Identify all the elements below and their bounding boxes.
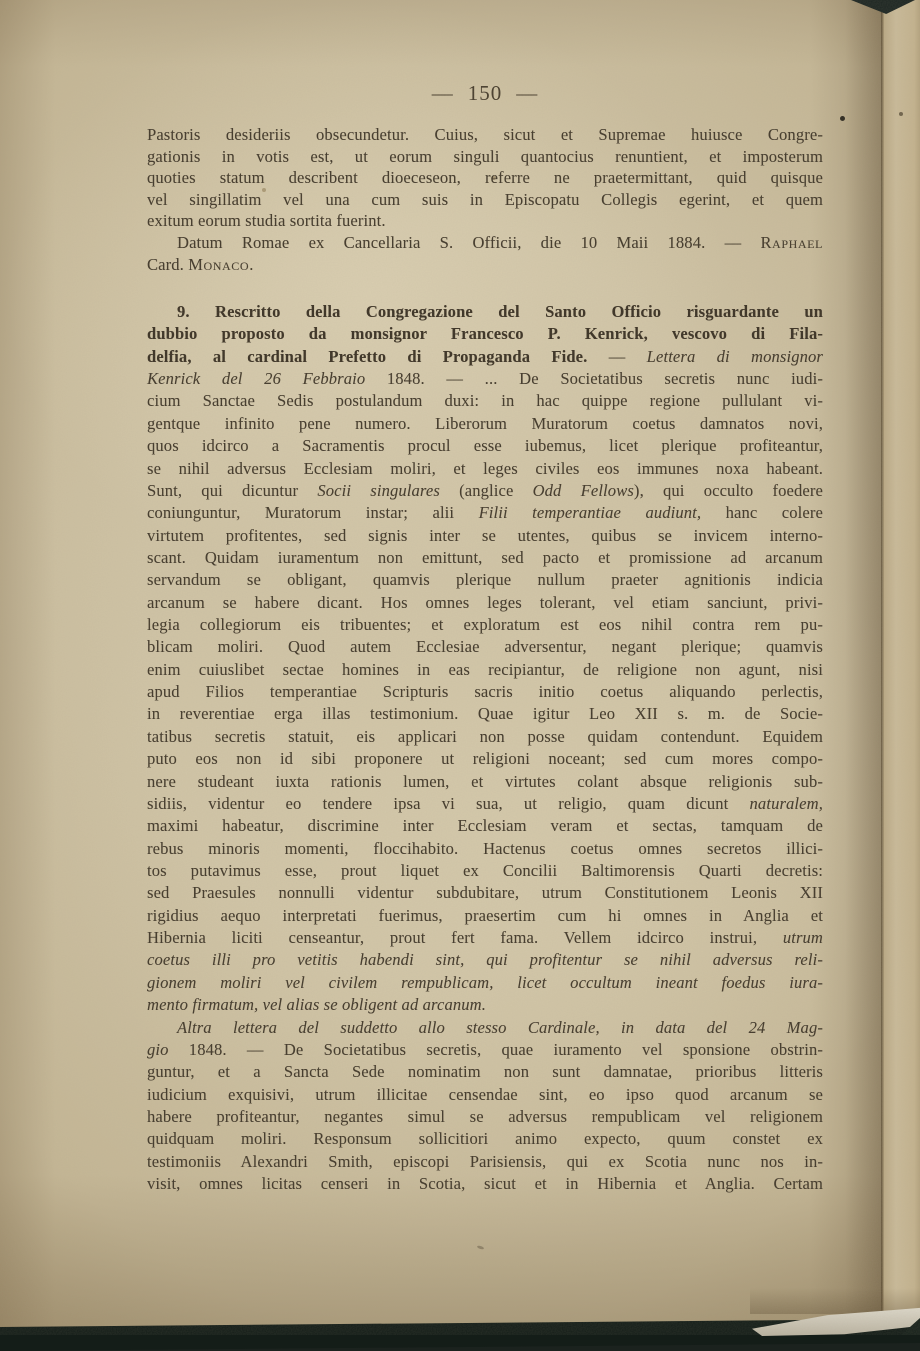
text-line xyxy=(147,1173,823,1195)
text-segment: Sunt, qui dicuntur xyxy=(147,480,318,500)
text-segment: nere studeant iuxta rationis lumen, et virtutes colant absque religionis sub- xyxy=(147,771,823,791)
text-segment: utrum xyxy=(782,928,823,948)
text-segment: rigidius aequo interpretati fuerimus, praesertim cum hi omnes in Anglia et xyxy=(147,905,823,925)
text-segment: testimoniis Alexandri Smith, episcopi Parisiensis, qui ex Scotia nunc nos in- xyxy=(147,1151,823,1171)
text-segment: cium Sanctae Sedis postulandum duxi: in hac quippe regione pullulant vi- xyxy=(147,391,823,411)
text-segment: 9. Rescritto della Congregazione del Santo Officio risguardante un xyxy=(177,302,823,321)
text-segment: virtutem profitentes, sed signis inter se utentes, quibus se invicem interno- xyxy=(147,525,823,545)
text-line xyxy=(147,480,823,502)
text-line xyxy=(147,905,823,927)
text-segment: gationis in votis est, ut eorum singuli quantocius renuntient, et imposterum xyxy=(147,146,823,166)
text-segment: . xyxy=(249,254,254,274)
text-segment: naturalem, xyxy=(749,793,823,813)
page-number: 150 xyxy=(467,81,503,105)
text-segment: in reverentiae erga illas testimonium. Quae igitur Leo XII s. m. de Socie- xyxy=(147,704,823,724)
header-dash-left: — xyxy=(431,81,454,105)
text-segment: puto eos non id sibi proponere ut religioni noceant; sed cum mores compo- xyxy=(147,749,823,769)
text-line xyxy=(147,927,823,949)
text-line xyxy=(147,435,823,457)
text-segment: sed Praesules nonnulli videntur subdubitare, utrum Constitutionem Leonis XII xyxy=(147,883,823,903)
text-segment: coetus illi pro vetitis habendi sint, qui profitentur se nihil adversus reli- xyxy=(147,950,823,970)
text-line xyxy=(147,614,823,636)
text-segment: se nihil adversus Ecclesiam moliri, et leges civiles eos immunes noxa habeant. xyxy=(147,458,823,478)
text-line xyxy=(147,592,823,614)
text-segment: mento firmatum, vel alias se obligent ad arcanum. xyxy=(147,995,486,1015)
text-segment: Monaco xyxy=(188,254,250,274)
text-segment: gionem moliri vel civilem rempublicam, licet occultum ineant foedus iura- xyxy=(147,972,823,992)
text-segment: Kenrick del 26 Febbraio xyxy=(147,369,387,389)
text-segment: dubbio proposto da monsignor Francesco P. Kenrick, vescovo di Fila- xyxy=(147,324,823,344)
text-line xyxy=(147,860,823,882)
text-segment: tatibus secretis statuit, eis applicari non posse quidam contendunt. Equidem xyxy=(147,726,823,746)
page-fold-crease xyxy=(881,0,884,1322)
text-line xyxy=(147,413,823,435)
text-line xyxy=(147,346,823,368)
text-line xyxy=(147,210,823,232)
text-segment: maximi habeatur, discrimine inter Ecclesiam veram et sectas, tamquam de xyxy=(147,816,823,836)
text-segment: quidquam moliri. Responsum sollicitiori animo expecto, quum constet ex xyxy=(147,1129,823,1149)
text-segment: quos idcirco a Sacramentis procul esse iubemus, licet plerique profiteantur, xyxy=(147,436,823,456)
text-line xyxy=(147,458,823,480)
text-segment: Odd Fellows xyxy=(532,480,634,500)
text-segment: Raphael xyxy=(760,232,823,252)
text-segment: quoties statum describent dioeceseon, referre ne praetermittant, quid quisque xyxy=(147,168,823,188)
text-segment: legia collegiorum eis tribuentes; et exploratum est eos nihil contra rem pu- xyxy=(147,615,823,635)
text-line xyxy=(147,1151,823,1173)
text-segment: 1848. — ... De Societatibus secretis nunc iudi- xyxy=(386,369,823,389)
text-line xyxy=(147,254,823,276)
text-segment: apud Filios temperantiae Scripturis sacris initio coetus aliquando perlectis, xyxy=(147,682,823,702)
text-line xyxy=(147,124,823,146)
text-line xyxy=(147,726,823,748)
text-segment: Datum Romae ex Cancellaria S. Officii, die 10 Maii 1884. — xyxy=(177,232,761,252)
text-line xyxy=(147,681,823,703)
text-segment: delfia, al cardinal Prefetto di Propaganda Fide. xyxy=(147,346,609,366)
text-segment: Socii singulares xyxy=(317,480,440,500)
text-line xyxy=(147,636,823,658)
text-segment: — xyxy=(608,346,647,366)
text-segment: Card. xyxy=(147,254,189,274)
text-line xyxy=(147,323,823,345)
text-segment: habere profiteantur, negantes simul se adversus rempublicam vel religionem xyxy=(147,1106,823,1126)
text-line xyxy=(147,189,823,211)
text-segment: gentque infinito pene numero. Liberorum Muratorum coetus damnatos novi, xyxy=(147,413,823,433)
paragraph-block-rescritto xyxy=(147,301,823,1195)
paper-speck xyxy=(899,112,903,116)
text-segment: sidiis, videntur eo tendere ipsa vi sua, ut religio, quam dicunt xyxy=(147,793,750,813)
text-segment: Hibernia liciti censeantur, prout fert fama. Vellem idcirco instrui, xyxy=(147,928,783,948)
text-segment: tos putavimus esse, prout liquet ex Concilii Baltimorensis Quarti decretis: xyxy=(147,860,823,880)
text-line xyxy=(147,659,823,681)
text-segment: Altra lettera del suddetto allo stesso Cardinale, in data del 24 Mag- xyxy=(177,1017,823,1037)
text-segment: gio xyxy=(147,1039,189,1059)
text-line xyxy=(147,502,823,524)
text-line xyxy=(147,390,823,412)
text-line xyxy=(147,525,823,547)
text-line xyxy=(147,949,823,971)
text-segment: visit, omnes licitas censeri in Scotia, sicut et in Hibernia et Anglia. Certam xyxy=(147,1174,823,1194)
text-segment: arcanum se habere dicant. Hos omnes leges tolerant, vel etiam sanciunt, privi- xyxy=(147,592,823,612)
text-segment: enim cuiuslibet sectae homines in eas recipiantur, de religione non agunt, nisi xyxy=(147,659,823,679)
text-segment: hanc colere xyxy=(701,503,823,523)
text-line xyxy=(147,547,823,569)
paper-speck xyxy=(840,116,845,121)
text-segment: blicam moliri. Quod autem Ecclesiae adversentur, negant plerique; quamvis xyxy=(147,637,823,657)
text-line xyxy=(147,1128,823,1150)
text-segment: Filii temperantiae audiunt, xyxy=(478,503,702,523)
text-line xyxy=(147,838,823,860)
text-line xyxy=(147,994,823,1016)
header-dash-right: — xyxy=(516,81,539,105)
text-line xyxy=(147,793,823,815)
text-segment: scant. Quidam iuramentum non emittunt, sed pacto et promissione ad arcanum xyxy=(147,547,823,567)
paragraph-block-decree xyxy=(147,124,823,275)
text-line xyxy=(147,1017,823,1039)
text-line xyxy=(147,1084,823,1106)
text-segment: (anglice xyxy=(439,480,533,500)
text-line xyxy=(147,1039,823,1061)
text-line xyxy=(147,972,823,994)
text-line xyxy=(147,882,823,904)
text-segment: Pastoris desideriis obsecundetur. Cuius, sicut et Supremae huiusce Congre- xyxy=(147,125,823,144)
text-segment: servandum se obligant, quamvis plerique nullum praeter agnitionis indicia xyxy=(147,570,823,590)
text-line xyxy=(147,569,823,591)
text-segment: Lettera di monsignor xyxy=(646,346,824,366)
text-segment: coniunguntur, Muratorum instar; alii xyxy=(147,503,479,523)
text-segment: vel singillatim vel una cum suis in Episcopatu Collegis egerint, et quem xyxy=(147,189,823,209)
text-segment: rebus minoris momenti, floccihabito. Hactenus coetus omnes secretos illici- xyxy=(147,838,823,858)
text-line xyxy=(147,368,823,390)
text-line xyxy=(147,146,823,168)
text-line xyxy=(147,301,823,323)
text-segment: exitum eorum studia sortita fuerint. xyxy=(147,211,386,231)
text-segment: ), qui occulto foedere xyxy=(633,480,823,500)
text-segment: 1848. — De Societatibus secretis, quae iuramento vel sponsione obstrin- xyxy=(188,1039,823,1059)
next-page-edge xyxy=(883,0,920,1323)
page-number-header xyxy=(147,81,823,106)
text-segment: iudicium exquisivi, utrum illicitae censendae sint, eo ipso quod arcanum se xyxy=(147,1084,823,1104)
text-line xyxy=(147,703,823,725)
text-line xyxy=(147,1061,823,1083)
text-line xyxy=(147,748,823,770)
text-line xyxy=(147,815,823,837)
text-segment: guntur, et a Sancta Sede nominatim non sunt damnatae, prioribus litteris xyxy=(147,1062,823,1082)
text-line xyxy=(147,771,823,793)
text-line xyxy=(147,1106,823,1128)
text-line xyxy=(147,167,823,189)
text-line xyxy=(147,232,823,254)
paper-speck xyxy=(477,1245,485,1250)
page-fold-shadow xyxy=(845,0,882,1321)
